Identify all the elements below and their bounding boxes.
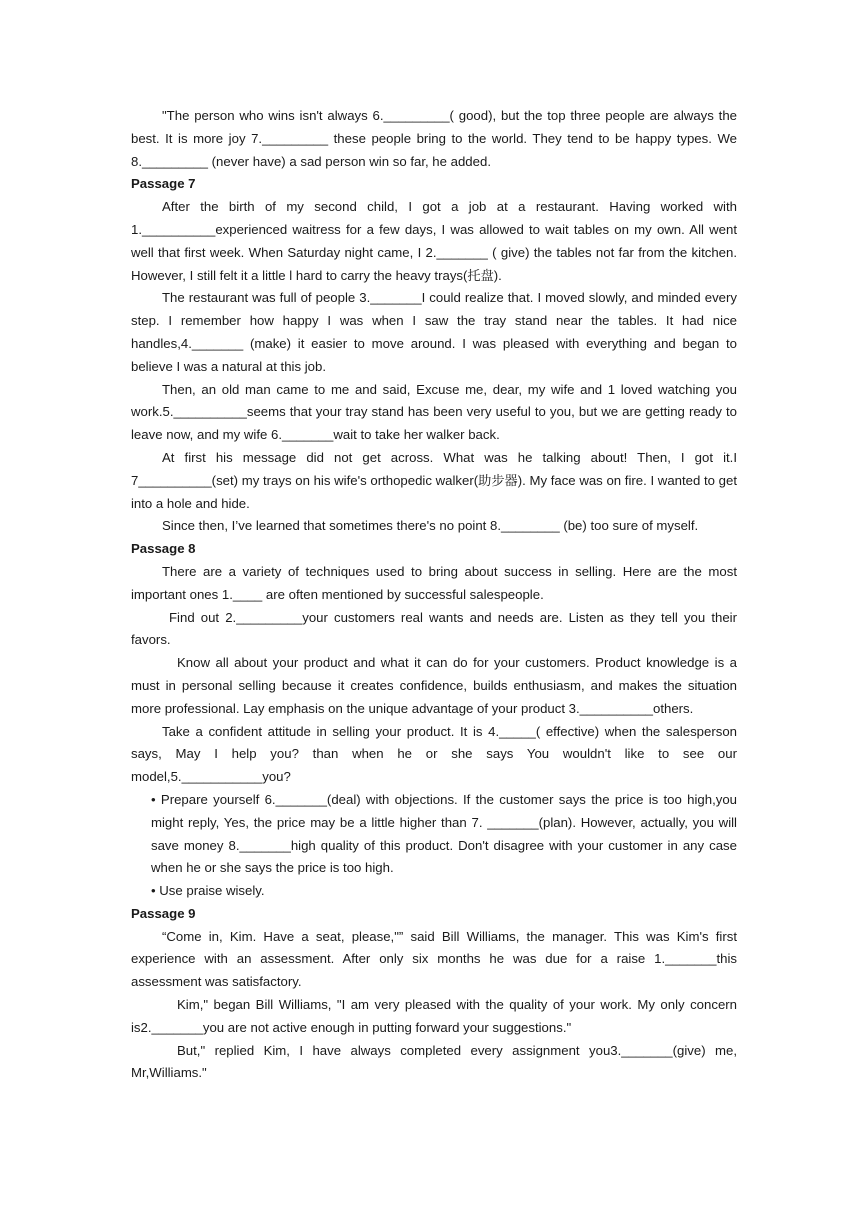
paragraph-p9-1: “Come in, Kim. Have a seat, please,"” said Bill Williams, the manager. This was Kim's first experience with an assessment. After only six months he was due for a raise 1._______this assessment was satisfactory. [131, 928, 737, 990]
paragraph-p8-4: Take a confident attitude in selling your product. It is 4._____( effective) when the salesperson says, May I help you? than when he or she says You wouldn't like to see our model,5.___________you? [131, 723, 737, 785]
paragraph-p7-4: At first his message did not get across. What was he talking about! Then, I got it.I 7__________(set) my trays on his wife's orthopedic walker(助步器). My face was on fire. I wanted to get into a hole and hide. [131, 449, 737, 511]
paragraph-p8-3: Know all about your product and what it can do for your customers. Product knowledge is a must in personal selling because it creates confidence, builds enthusiasm, and makes the situation more professional. Lay emphasis on the unique advantage of your product 3.__________others. [131, 655, 737, 716]
paragraph-passage6-end: "The person who wins isn't always 6._________( good), but the top three people are always the best. It is more joy 7._________ these people bring to the world. They tend to be happy types. We 8._________ (never have) a sad person win so far, he added. [131, 108, 737, 169]
paragraph-p9-3: But," replied Kim, I have always completed every assignment you3._______(give) me, Mr,Williams." [131, 1042, 737, 1081]
paragraph-p9-2: Kim," began Bill Williams, "I am very pleased with the quality of your work. My only concern is2._______you are not active enough in putting forward your suggestions." [131, 997, 737, 1035]
document-page [131, 105, 737, 1085]
paragraph-p7-1: After the birth of my second child, I got a job at a restaurant. Having worked with 1.__________experienced waitress for a few days, I was allowed to wait tables on my own. All went well that first week. When Saturday night came, I 2._______ ( give) the tables not far from the kitchen. However, I still felt it a little l hard to carry the heavy trays(托盘). [131, 199, 737, 283]
heading-passage-7: Passage 7 [131, 176, 196, 192]
heading-passage-9: Passage 9 [131, 905, 196, 921]
paragraph-p7-2: The restaurant was full of people 3._______I could realize that. I moved slowly, and minded every step. I remember how happy I was when I saw the tray stand near the tables. It had nice handles,4._______ (make) it easier to move around. I was pleased with everything and began to believe I was a natural at this job. [131, 290, 737, 374]
bullet-item-praise: • Use praise wisely. [151, 883, 265, 899]
paragraph-p7-3: Then, an old man came to me and said, Excuse me, dear, my wife and 1 loved watching you work.5.__________seems that your tray stand has been very useful to you, but we are getting ready to leave now, and my wife 6._______wait to take her walker back. [131, 381, 737, 443]
paragraph-p8-2: Find out 2._________your customers real wants and needs are. Listen as they tell you their favors. [131, 609, 737, 648]
bullet-item-prepare: • Prepare yourself 6._______(deal) with objections. If the customer says the price is too high,you might reply, Yes, the price may be a little higher than 7. _______(plan). However, actually, you will save money 8._______high quality of this product. Don't disagree with your customer in any case when he or she says the price is too high. [151, 791, 737, 876]
paragraph-p8-1: There are a variety of techniques used to bring about success in selling. Here are the most important ones 1.____ are often mentioned by successful salespeople. [131, 563, 737, 602]
paragraph-p7-5: Since then, I’ve learned that sometimes there's no point 8.________ (be) too sure of myself. [162, 518, 699, 534]
heading-passage-8: Passage 8 [131, 541, 196, 557]
